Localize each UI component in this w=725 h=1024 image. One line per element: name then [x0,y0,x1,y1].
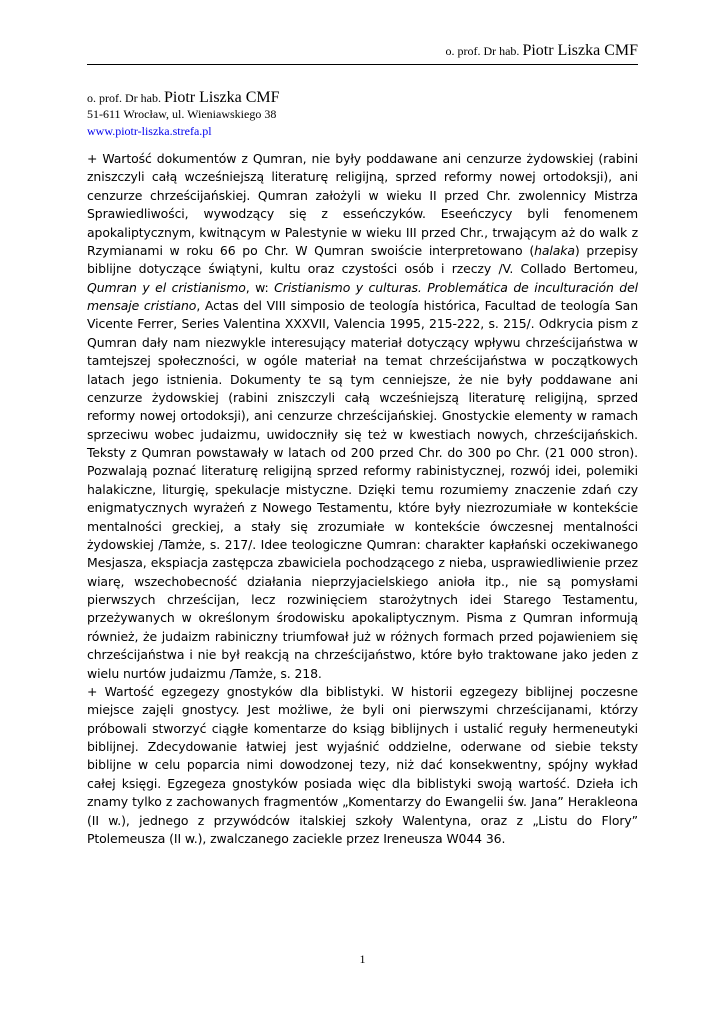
body-text [87,150,638,848]
paragraph-text: , Actas del VIII simposio de teología histórica, Facultad de teología San Vicente Ferrer, Series Valentina XXXVII, Valencia 1995, 215-222, s. 215/. Odkrycia pism z Qumran dały nam niezwykle interesujący materiał dotyczący wpływu chrześcijaństwa w tamtejszej społeczności, w ogóle materiał na temat chrześcijaństwa w początkowych latach jego istnienia. Dokumenty te są tym cenniejsze, że nie były poddawane ani cenzurze żydowskiej (rabini zniszczyli całą wcześniejszą literaturę religijną, sprzed reformy nowej ortodoksji), ani cenzurze chrześcijańskiej. Gnostyckie elementy w ramach sprzeciwu wobec judaizmu, uwidoczniły się też w kwestiach nowych, chrześcijańskich. Teksty z Qumran powstawały w latach od 200 przed Chr. do 300 po Chr. (21 000 stron). Pozwalają poznać literaturę religijną sprzed reformy rabinistycznej, rozwój idei, polemiki halakiczne, liturgię, spekulacje mistyczne. Dzięki temu rozumiemy znaczenie zdań czy enigmatycznych wyrażeń z Nowego Testamentu, które były niezrozumiałe w kontekście mentalności greckiej, a stały się zrozumiałe w kontekście ówczesnej mentalności żydowskiej /Tamże, s. 217/. Idee teologiczne Qumran: charakter kapłański oczekiwanego Mesjasza, ekspiacja zastępcza zbawiciela pochodzącego z nieba, usprawiedliwienie przez wiarę, wszechobecność działania nieprzyjacielskiego anioła itp., nie są pomysłami pierwszych chrześcijan, lecz rozwinięciem starożytnych idei Starego Testamentu, przeżywanych w określonym środowisku apokaliptycznym. Pisma z Qumran informują również, że judaizm rabiniczny triumfował już w różnych formach przed pojawieniem się chrześcijaństwa i nie był reakcją na chrześcijaństwo, które było traktowane jako jeden z wielu nurtów judaizmu /Tamże, s. 218. [87,298,638,681]
author-prefix: o. prof. Dr hab. [87,91,161,105]
paragraph-text: ) przepisy biblijne dotyczące świątyni, kultu oraz czystości osób i rzeczy /V. Collado Bertomeu, [87,242,638,277]
author-block [87,88,280,141]
author-address: 51-611 Wrocław, ul. Wieniawskiego 38 [87,107,277,121]
italic-title: Cristianismo y culturas. Problemática de inculturación del mensaje cristiano [87,279,638,313]
author-name-line [87,88,280,107]
paragraph-text: , w: [245,279,275,295]
paragraph-text: + Wartość egzegezy gnostyków dla biblistyki. W historii egzegezy biblijnej poczesne miejsce zajęli gnostycy. Jest możliwe, że byli oni pierwszymi chrześcijanami, którzy próbowali stworzyć ciągłe komentarze do ksiąg biblijnych i ustalić reguły hermeneutyki biblijnej. Zdecydowanie łatwiej jest wyjaśnić oddzielne, oderwane od siebie teksty biblijne w celu poparcia nimi dowodzonej tezy, niż dać konsekwentny, spójny wykład całej księgi. Egzegeza gnostyków posiada więc dla biblistyki swoją wartość. Dzieła ich znamy tylko z zachowanych fragmentów „Komentarzy do Ewangelii św. Jana” Herakleona (II w.), jednego z przywódców italskiej szkoły Walentyna, oraz z „Listu do Flory” Ptolemeusza (II w.), zwalczanego zaciekle przez Ireneusza W044 36. [87,683,638,846]
page-number: 1 [359,952,366,966]
header-rule [87,64,638,65]
paragraph-qumran [87,150,638,683]
author-name: Piotr Liszka CMF [163,89,280,106]
header-prefix: o. prof. Dr hab. [445,44,520,58]
running-header [445,42,638,60]
paragraph-text: + Wartość dokumentów z Qumran, nie były poddawane ani cenzurze żydowskiej (rabini zniszczyli całą wcześniejszą literaturę religijną, sprzed reformy nowej ortodoksji), ani cenzurze chrześcijańskiej. Qumran założyli w wieku II przed Chr. zwolennicy Mistrza Sprawiedliwości, wywodzący się z esseńczyków. Eseeńczycy byli fenomenem apokaliptycznym, kwitnącym w Palestynie w wieku III przed Chr., trwającym aż do walk z Rzymianami w roku 66 po Chr. W Qumran swoiście interpretowano ( [87,151,638,258]
header-name: Piotr Liszka CMF [522,42,638,59]
italic-title: Qumran y el cristianismo [87,279,246,295]
author-website-link[interactable]: www.piotr-liszka.strefa.pl [87,124,212,139]
italic-term: halaka [534,242,575,258]
paragraph-gnostics [87,683,638,848]
